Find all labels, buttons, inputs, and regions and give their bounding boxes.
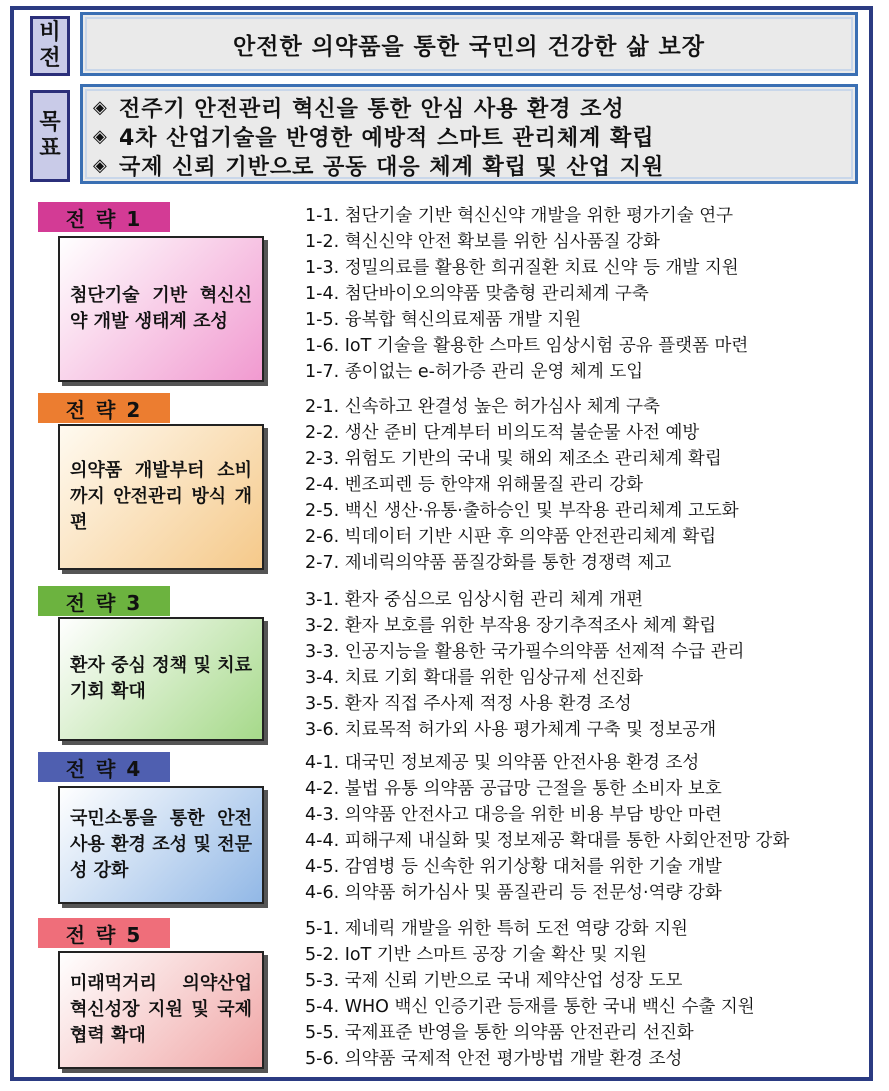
task-item: 5-3. 국제 신뢰 기반으로 국내 제약산업 성장 도모: [305, 971, 683, 991]
task-item: 2-4. 벤조피렌 등 한약재 위해물질 관리 강화: [305, 475, 644, 495]
strategy-card: [58, 786, 264, 904]
strategy-title: 첨단기술 기반 혁신신약 개발 생태계 조성: [70, 285, 252, 332]
strategy-items: [305, 587, 744, 743]
task-item: 2-6. 빅데이터 기반 시판 후 의약품 안전관리체계 확립: [305, 527, 717, 547]
task-item: 4-3. 의약품 안전사고 대응을 위한 비용 부담 방안 마련: [305, 805, 722, 825]
task-item: 3-2. 환자 보호를 위한 부작용 장기추적조사 체계 확립: [305, 616, 717, 636]
strategy-title: 의약품 개발부터 소비까지 안전관리 방식 개편: [70, 460, 252, 533]
task-item: 1-3. 정밀의료를 활용한 희귀질환 치료 신약 등 개발 지원: [305, 258, 739, 278]
task-item: 3-5. 환자 직접 주사제 적정 사용 환경 조성: [305, 694, 632, 714]
goal-item: [93, 93, 855, 122]
strategy-items: [305, 750, 789, 906]
strategy-tag: [38, 586, 170, 616]
strategy-items: [305, 394, 739, 576]
strategy-tag-label: 전 략 3: [65, 590, 143, 615]
goal-item: [93, 122, 855, 151]
vision-label: [30, 16, 70, 76]
task-item: 2-1. 신속하고 완결성 높은 허가심사 체계 구축: [305, 397, 660, 417]
vision-label-char-1: 비: [39, 20, 61, 45]
task-item: 5-4. WHO 백신 인증기관 등재를 통한 국내 백신 수출 지원: [305, 997, 755, 1017]
task-item: 4-5. 감염병 등 신속한 위기상황 대처를 위한 기술 개발: [305, 857, 722, 877]
strategy-tag-label: 전 략 1: [65, 206, 143, 231]
task-item: 3-6. 치료목적 허가외 사용 평가체계 구축 및 정보공개: [305, 720, 717, 740]
task-item: 2-2. 생산 준비 단계부터 비의도적 불순물 사전 예방: [305, 423, 700, 443]
task-item: 4-2. 불법 유통 의약품 공급망 근절을 통한 소비자 보호: [305, 779, 722, 799]
strategy-title: 환자 중심 정책 및 치료기회 확대: [70, 655, 252, 702]
vision-box: [80, 12, 858, 76]
strategy-card: [58, 617, 264, 741]
task-item: 4-6. 의약품 허가심사 및 품질관리 등 전문성·역량 강화: [305, 883, 722, 903]
vision-text: 안전한 의약품을 통한 국민의 건강한 삶 보장: [233, 33, 705, 60]
task-item: 5-5. 국제표준 반영을 통한 의약품 안전관리 선진화: [305, 1023, 694, 1043]
goal-item: [93, 151, 855, 180]
strategy-card: [58, 951, 264, 1069]
strategy-tag: [38, 393, 170, 423]
vision-label-char-2: 전: [39, 46, 61, 71]
task-item: 2-5. 백신 생산·유통·출하승인 및 부작용 관리체계 고도화: [305, 501, 739, 521]
task-item: 3-3. 인공지능을 활용한 국가필수의약품 선제적 수급 관리: [305, 642, 745, 662]
goal-box: [80, 84, 858, 184]
strategy-title: 미래먹거리 의약산업 혁신성장 지원 및 국제협력 확대: [70, 973, 252, 1046]
goal-label-char-1: 목: [39, 110, 61, 135]
goal-label-char-2: 표: [39, 136, 61, 161]
task-item: 1-2. 혁신신약 안전 확보를 위한 심사품질 강화: [305, 232, 660, 252]
diamond-bullet-icon: ◈: [93, 155, 108, 176]
task-item: 4-4. 피해구제 내실화 및 정보제공 확대를 통한 사회안전망 강화: [305, 831, 790, 851]
strategy-tag-label: 전 략 2: [65, 397, 143, 422]
strategy-items: [305, 203, 748, 385]
diamond-bullet-icon: ◈: [93, 126, 108, 147]
strategy-items: [305, 916, 755, 1072]
strategy-tag-label: 전 략 4: [65, 756, 143, 781]
diamond-bullet-icon: ◈: [93, 97, 108, 118]
goal-text: 전주기 안전관리 혁신을 통한 안심 사용 환경 조성: [119, 97, 625, 122]
strategy-tag: [38, 752, 170, 782]
task-item: 1-5. 융복합 혁신의료제품 개발 지원: [305, 310, 582, 330]
task-item: 5-2. IoT 기반 스마트 공장 기술 확산 및 지원: [305, 945, 647, 965]
goal-text: 국제 신뢰 기반으로 공동 대응 체계 확립 및 산업 지원: [119, 155, 665, 180]
strategy-title: 국민소통을 통한 안전사용 환경 조성 및 전문성 강화: [70, 808, 252, 881]
task-item: 3-1. 환자 중심으로 임상시험 관리 체계 개편: [305, 590, 644, 610]
strategy-tag-label: 전 략 5: [65, 922, 143, 947]
strategy-tag: [38, 202, 170, 232]
task-item: 2-3. 위험도 기반의 국내 및 해외 제조소 관리체계 확립: [305, 449, 722, 469]
task-item: 4-1. 대국민 정보제공 및 의약품 안전사용 환경 조성: [305, 753, 700, 773]
task-item: 1-1. 첨단기술 기반 혁신신약 개발을 위한 평가기술 연구: [305, 206, 734, 226]
strategy-tag: [38, 918, 170, 948]
task-item: 5-6. 의약품 국제적 안전 평가방법 개발 환경 조성: [305, 1049, 683, 1069]
task-item: 1-4. 첨단바이오의약품 맞춤형 관리체계 구축: [305, 284, 649, 304]
task-item: 5-1. 제네릭 개발을 위한 특허 도전 역량 강화 지원: [305, 919, 688, 939]
task-item: 1-7. 종이없는 e-허가증 관리 운영 체계 도입: [305, 362, 644, 382]
strategy-card: [58, 424, 264, 570]
task-item: 2-7. 제네릭의약품 품질강화를 통한 경쟁력 제고: [305, 553, 672, 573]
strategy-card: [58, 236, 264, 382]
goal-label: [30, 90, 70, 182]
goal-text: 4차 산업기술을 반영한 예방적 스마트 관리체계 확립: [119, 126, 655, 151]
task-item: 3-4. 치료 기회 확대를 위한 임상규제 선진화: [305, 668, 644, 688]
task-item: 1-6. IoT 기술을 활용한 스마트 임상시험 공유 플랫폼 마련: [305, 336, 749, 356]
